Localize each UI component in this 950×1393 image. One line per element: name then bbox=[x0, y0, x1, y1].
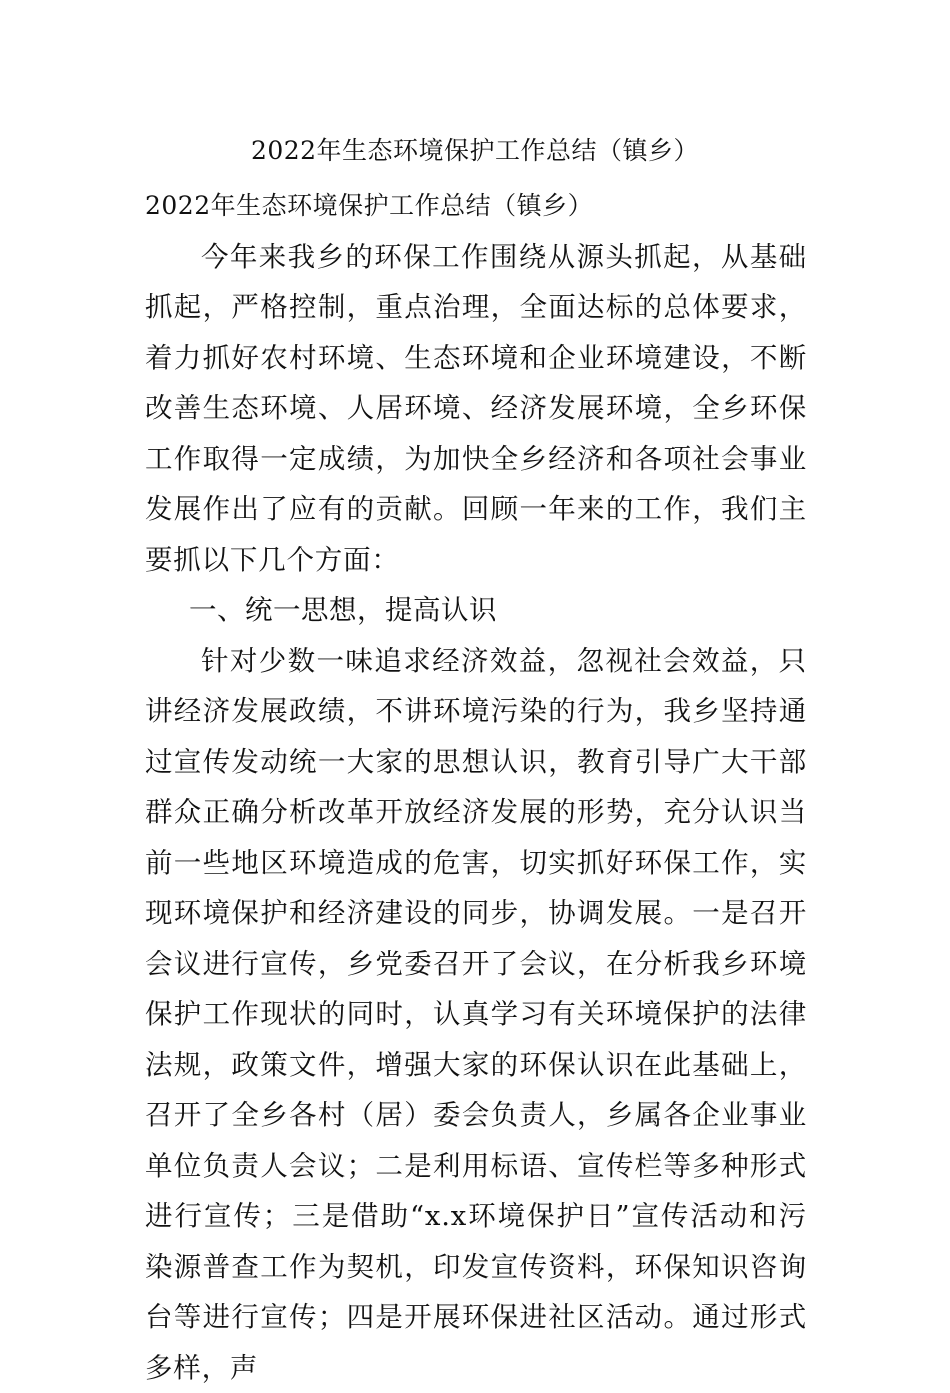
paragraph-section-one: 针对少数一味追求经济效益，忽视社会效益，只讲经济发展政绩，不讲环境污染的行为，我乡坚持通过宣传发动统一大家的思想认识，教育引导广大干部群众正确分析改革开放经济发展的形势，充分认识当前一些地区环境造成的危害，切实抓好环保工作，实现环境保护和经济建设的同步，协调发展。一是召开会议进行宣传，乡党委召开了会议，在分析我乡环境保护工作现状的同时，认真学习有关环境保护的法律法规，政策文件，增强大家的环保认识在此基础上，召开了全乡各村（居）委会负责人，乡属各企业事业单位负责人会议；二是利用标语、宣传栏等多种形式进行宣传；三是借助“x.x环境保护日”宣传活动和污染源普查工作为契机，印发宣传资料，环保知识咨询台等进行宣传；四是开展环保进社区活动。通过形式多样，声 bbox=[145, 636, 807, 1393]
document-title: 2022年生态环境保护工作总结（镇乡） bbox=[0, 131, 950, 171]
section-heading: 一、统一思想，提高认识 bbox=[145, 585, 807, 636]
paragraph-intro: 今年来我乡的环保工作围绕从源头抓起，从基础抓起，严格控制，重点治理，全面达标的总体要求，着力抓好农村环境、生态环境和企业环境建设，不断改善生态环境、人居环境、经济发展环境，全乡环保工作取得一定成绩，为加快全乡经济和各项社会事业发展作出了应有的贡献。回顾一年来的工作，我们主要抓以下几个方面： bbox=[145, 232, 807, 586]
document-subtitle: 2022年生态环境保护工作总结（镇乡） bbox=[145, 181, 807, 232]
document-body bbox=[145, 181, 807, 1393]
